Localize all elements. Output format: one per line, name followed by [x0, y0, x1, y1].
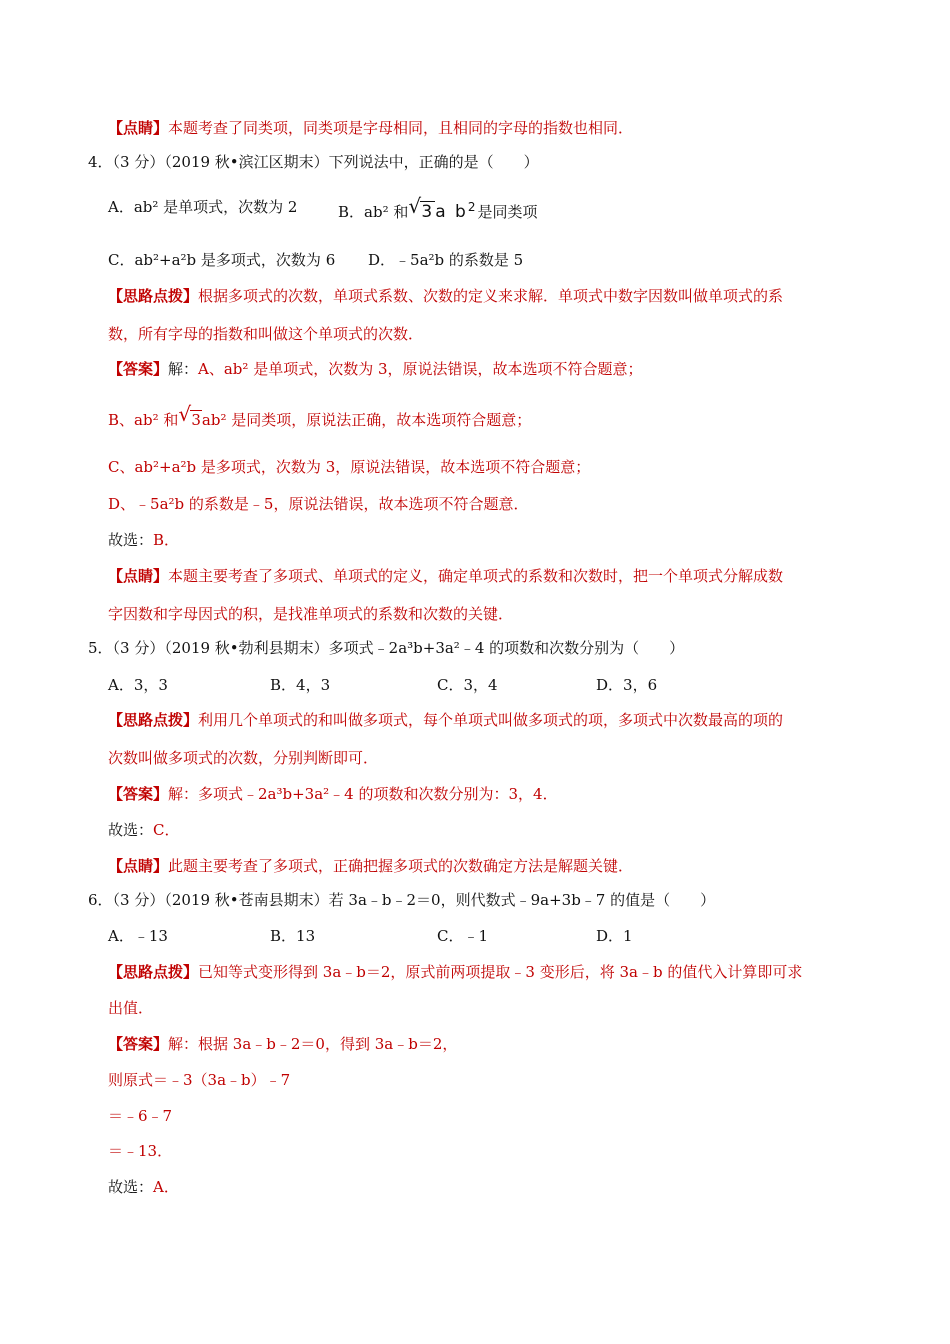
- q5-answer-line: [108, 784, 558, 804]
- dianjing-tag: 【点睛】: [108, 119, 169, 137]
- q5-hint-text1: 利用几个单项式的和叫做多项式，每个单项式叫做多项式的项，多项式中次数最高的项的: [198, 711, 784, 729]
- q4-option-b: [338, 194, 538, 222]
- q4-answer-b: [108, 402, 532, 430]
- q4-hint-line1: [108, 286, 783, 306]
- q4-hint-tag: 【思路点拨】: [108, 287, 199, 305]
- q5-dianjing-line: [108, 856, 633, 876]
- q5-stem: 5．（3 分）（2019 秋•勃利县期末）多项式﹣2a³b+3a²﹣4 的项数和次数分别为（ ）: [88, 639, 685, 657]
- q6-answer-step1: 则原式＝﹣3（3a﹣b）﹣7: [108, 1071, 291, 1089]
- q4-dianjing-line1: [108, 566, 783, 586]
- q4-answer-jie: 解：: [168, 360, 199, 378]
- q6-option-a: A．﹣13: [108, 927, 168, 945]
- q4-option-a: A．ab² 是单项式，次数为 2: [108, 198, 298, 216]
- q4-answer-b-suffix: ab² 是同类项，原说法正确，故本选项符合题意；: [201, 411, 532, 429]
- q6-answer-text1: 解：根据 3a﹣b﹣2＝0，得到 3a﹣b＝2，: [168, 1035, 458, 1053]
- q4-option-d: D．﹣5a²b 的系数是 5: [368, 251, 524, 269]
- q4-hint-line2: 数，所有字母的指数和叫做这个单项式的次数．: [108, 325, 424, 343]
- q6-option-d: D．1: [596, 927, 633, 945]
- q5-option-a: A．3，3: [108, 676, 168, 694]
- q5-option-b: B．4，3: [270, 676, 331, 694]
- q4-option-b-exponent: 2: [467, 200, 478, 214]
- q4-option-b-prefix: B．ab² 和: [338, 203, 409, 221]
- q4-choice-label: 故选：: [108, 531, 154, 549]
- q5-hint-line1: [108, 710, 783, 730]
- q6-answer-tag: 【答案】: [108, 1035, 169, 1053]
- q4-dianjing-line2: 字因数和字母因式的积，是找准单项式的系数和次数的关键．: [108, 605, 514, 623]
- q4-dianjing-text1: 本题主要考查了多项式、单项式的定义，确定单项式的系数和次数时，把一个单项式分解成数: [168, 567, 784, 585]
- q6-hint-tag: 【思路点拨】: [108, 963, 199, 981]
- sqrt-symbol-icon: √ 3: [408, 194, 435, 222]
- q6-option-b: B．13: [270, 927, 316, 945]
- q4-option-b-term: a b: [435, 202, 468, 222]
- sqrt-symbol-icon: √ 3: [178, 402, 201, 429]
- q5-choice-label: 故选：: [108, 821, 154, 839]
- q4-choice: [108, 530, 179, 550]
- q6-hint-text1: 已知等式变形得到 3a﹣b＝2，原式前两项提取﹣3 变形后，将 3a﹣b 的值代入计算即可求: [198, 963, 803, 981]
- q5-dianjing-tag: 【点睛】: [108, 857, 169, 875]
- q6-answer-step3: ＝﹣13．: [108, 1142, 173, 1160]
- q5-choice: [108, 820, 180, 840]
- q6-choice-label: 故选：: [108, 1178, 154, 1196]
- q5-hint-line2: 次数叫做多项式的次数，分别判断即可．: [108, 749, 379, 767]
- q6-answer-step2: ＝﹣6﹣7: [108, 1107, 173, 1125]
- q5-dianjing-text: 此题主要考查了多项式，正确把握多项式的次数确定方法是解题关键．: [168, 857, 634, 875]
- q4-answer-tag: 【答案】: [108, 360, 169, 378]
- q5-answer-text: 解：多项式﹣2a³b+3a²﹣4 的项数和次数分别为：3，4．: [168, 785, 558, 803]
- q6-answer-line: [108, 1034, 457, 1054]
- q5-option-d: D．3，6: [596, 676, 658, 694]
- dianjing-line: [108, 118, 633, 138]
- q5-answer-tag: 【答案】: [108, 785, 169, 803]
- q6-hint-line2: 出值．: [108, 999, 154, 1017]
- q4-answer-d: D、﹣5a²b 的系数是﹣5，原说法错误，故本选项不符合题意．: [108, 495, 529, 513]
- q4-answer-c: C、ab²+a²b 是多项式，次数为 3，原说法错误，故本选项不符合题意；: [108, 458, 591, 476]
- q5-choice-value: C．: [153, 821, 180, 839]
- dianjing-text: 本题考查了同类项，同类项是字母相同，且相同的字母的指数也相同．: [168, 119, 634, 137]
- q4-answer-b-prefix: B、ab² 和: [108, 411, 179, 429]
- q4-answer-line: [108, 359, 643, 379]
- q4-dianjing-tag: 【点睛】: [108, 567, 169, 585]
- q4-answer-a: A、ab² 是单项式，次数为 3，原说法错误，故本选项不符合题意；: [198, 360, 643, 378]
- q4-hint-text1: 根据多项式的次数，单项式系数、次数的定义来求解．单项式中数字因数叫做单项式的系: [198, 287, 784, 305]
- q6-hint-line1: [108, 962, 802, 982]
- q6-stem: 6．（3 分）（2019 秋•苍南县期末）若 3a﹣b﹣2＝0，则代数式﹣9a+3b﹣7 的值是（ ）: [88, 891, 716, 909]
- q4-stem: 4．（3 分）（2019 秋•滨江区期末）下列说法中，正确的是（ ）: [88, 153, 539, 171]
- q5-option-c: C．3，4: [437, 676, 498, 694]
- q5-hint-tag: 【思路点拨】: [108, 711, 199, 729]
- q6-choice: [108, 1177, 179, 1197]
- q4-choice-value: B．: [153, 531, 180, 549]
- q4-option-b-suffix: 是同类项: [477, 203, 538, 221]
- q6-option-c: C．﹣1: [437, 927, 489, 945]
- q6-choice-value: A．: [153, 1178, 179, 1196]
- q4-option-c: C．ab²+a²b 是多项式，次数为 6: [108, 251, 336, 269]
